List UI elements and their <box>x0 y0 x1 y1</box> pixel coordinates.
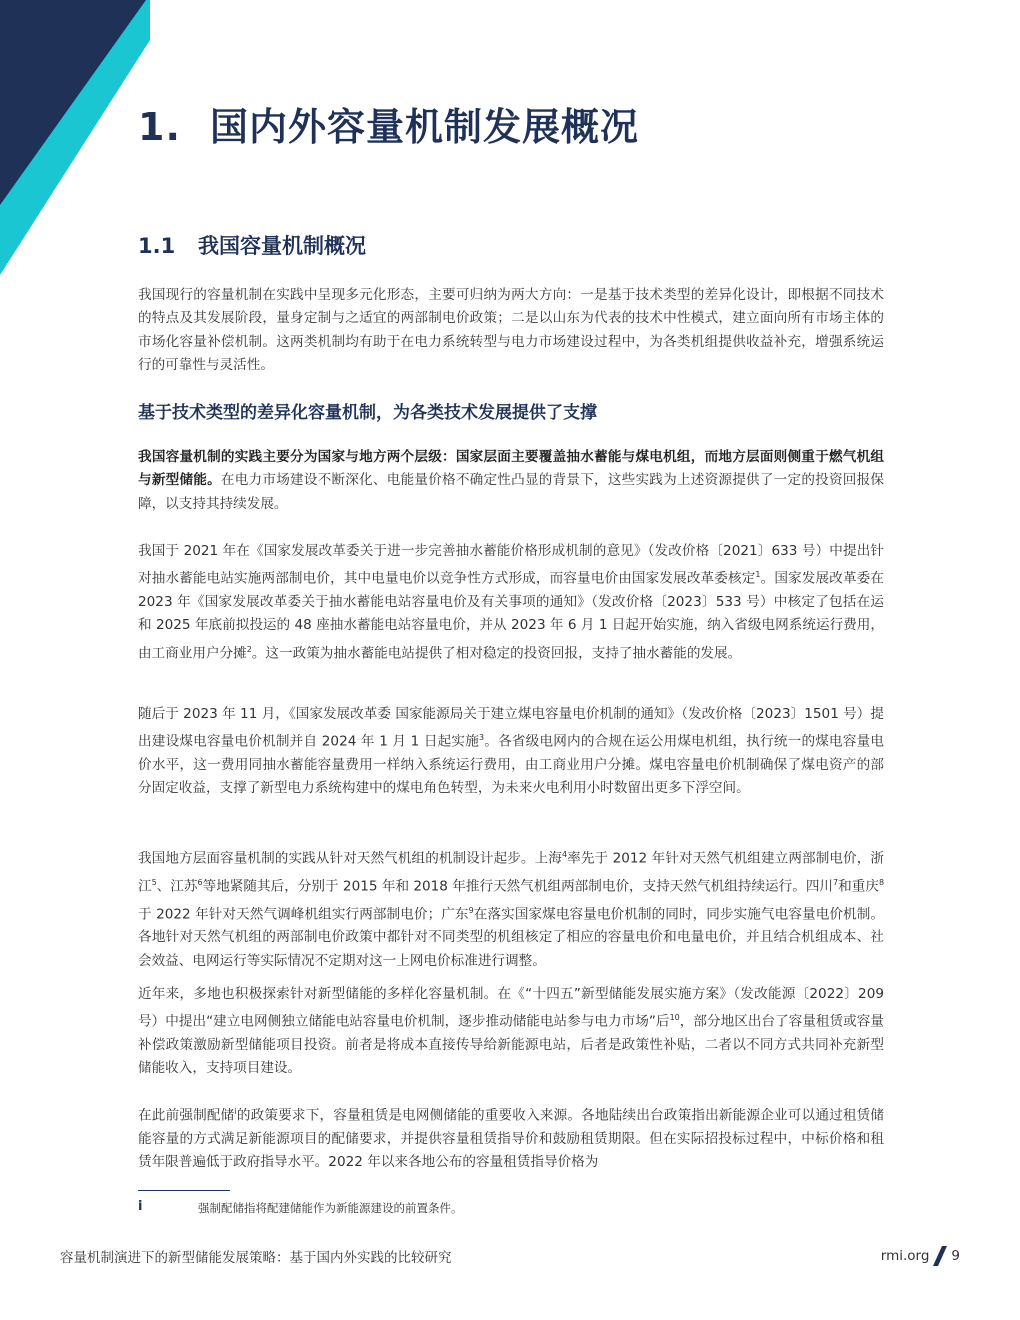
footnote-text: 强制配储指将配建储能作为新能源建设的前置条件。 <box>198 1201 463 1215</box>
paragraph-4 <box>138 843 884 973</box>
intro-paragraph: 我国现行的容量机制在实践中呈现多元化形态，主要可归纳为两大方向：一是基于技术类型的差异化设计，即根据不同技术的特点及其发展阶段，量身定制与之适宜的两部制电价政策；二是以山东为代表的技术中性模式，建立面向所有市场主体的市场化容量补偿机制。这两类机制均有助于在电力系统转型与电力市场建设过程中，为各类机组提供收益补充，增强系统运行的可靠性与灵活性。 <box>138 287 884 373</box>
text-run: 等地紧随其后，分别于 2015 年和 2018 年推行天然气机组两部制电价，支持天然气机组持续运行。四川 <box>202 878 834 895</box>
footnote-mark: i <box>138 1199 143 1214</box>
section-heading <box>138 96 639 151</box>
subsection-title: 我国容量机制概况 <box>198 234 366 258</box>
text-run: 的政策要求下，容量租赁是电网侧储能的重要收入来源。各地陆续出台政策指出新能源企业可以通过租赁储能容量的方式满足新能源项目的配储要求，并提供容量租赁指导价和鼓励租赁期限。但在实际招投标过程中，中标价格和租赁年限普遍低于政府指导水平。2022 年以来各地公布的容量租赁指导价格为 <box>138 1107 885 1171</box>
paragraph-1 <box>138 446 884 516</box>
text-run: 率先于 2012 年针对天然气机组建立两部制电价，浙江 <box>138 850 884 895</box>
footnote-divider <box>138 1190 230 1191</box>
footnote-ref[interactable]: 4 <box>561 850 568 859</box>
paragraph-2 <box>138 540 884 666</box>
navy-stripe <box>0 0 146 205</box>
footnote-ref[interactable]: 8 <box>878 877 885 887</box>
footnote-ref[interactable]: 7 <box>833 877 839 887</box>
text-run: 于 2022 年针对天然气调峰机组实行两部制电价；广东 <box>138 906 469 923</box>
footer-site-link[interactable]: rmi.org <box>880 1248 930 1264</box>
footnote-ref[interactable]: 3 <box>479 733 485 743</box>
text-run: 在落实国家煤电容量电价机制的同时，同步实施气电容量电价机制。各地针对天然气机组的两部制电价政策中都针对不同类型的机组核定了相应的容量电价和电量电价，并且结合机组成本、社会效益、电网运行等实际情况不定期对这一上网电价标准进行调整。 <box>138 906 884 969</box>
text-run: 。国家发展改革委在 2023 年《国家发展改革委关于抽水蓄能电站容量电价及有关事项的通知》（发改价格〔2023〕533 号）中核定了包括在运和 2025 年底前拟投运的 48 座抽水蓄能电站容量电价，并从 2023 年 6 月 1 日起开始实施，纳入省级电网系统运行费用，由工商业用户分摊 <box>138 570 884 662</box>
text-run: 近年来，多地也积极探索针对新型储能的多样化容量机制。在《“十四五”新型储能发展实施方案》（发改能源〔2022〕209 号）中提出“建立电网侧独立储能电站容量电价机制，逐步推动储能电站参与电力市场”后 <box>138 986 884 1030</box>
text-run: 和重庆 <box>838 878 879 895</box>
text-run: 、江苏 <box>156 878 198 895</box>
page-number: 9 <box>951 1248 960 1264</box>
paragraph-5 <box>138 983 884 1081</box>
footer-page-info <box>881 1246 960 1266</box>
text-run: ，部分地区出台了容量租赁或容量补偿政策激励新型储能项目投资。前者是将成本直接传导给新能源电站，后者是政策性补贴，二者以不同方式共同补充新型储能收入，支持项目建设。 <box>138 1013 884 1077</box>
slash-icon <box>933 1246 947 1266</box>
corner-decoration <box>0 0 150 280</box>
footnote-ref[interactable]: 9 <box>468 905 474 915</box>
text-run: 我国地方层面容量机制的实践从针对天然气机组的机制设计起步。上海 <box>138 850 562 867</box>
paragraph-6 <box>138 1100 884 1174</box>
footnote-ref[interactable]: i <box>234 1107 237 1116</box>
text-run: 。各省级电网内的合规在运公用煤电机组，执行统一的煤电容量电价水平，这一费用同抽水蓄能容量费用一样纳入系统运行费用，由工商业用户分摊。煤电容量电价机制确保了煤电资产的部分固定收益，支撑了新型电力系统构建中的煤电角色转型，为未来火电利用小时数留出更多下浮空间。 <box>138 733 884 797</box>
footnote-ref[interactable]: 6 <box>197 877 203 887</box>
text-run: 在此前强制配储 <box>138 1107 235 1124</box>
footer-report-title: 容量机制演进下的新型储能发展策略：基于国内外实践的比较研究 <box>60 1250 452 1266</box>
paragraph-3 <box>138 703 884 801</box>
footnote-ref[interactable]: 1 <box>755 570 761 580</box>
paragraph-1-rest: 在电力市场建设不断深化、电能量价格不确定性凸显的背景下，这些实践为上述资源提供了一定的投资回报保障，以支持其持续发展。 <box>138 472 885 512</box>
text-run: 。这一政策为抽水蓄能电站提供了相对稳定的投资回报，支持了抽水蓄能的发展。 <box>251 645 742 662</box>
footnote-ref[interactable]: 2 <box>246 644 252 654</box>
subsection-heading <box>138 230 366 260</box>
topic-heading: 基于技术类型的差异化容量机制，为各类技术发展提供了支撑 <box>138 403 597 423</box>
footnote-ref[interactable]: 5 <box>151 877 157 887</box>
paragraph-1-bold: 我国容量机制的实践主要分为国家与地方两个层级：国家层面主要覆盖抽水蓄能与煤电机组，而地方层面则侧重于燃气机组与新型储能。 <box>138 449 884 489</box>
section-title: 国内外容量机制发展概况 <box>210 105 640 149</box>
text-run: 我国于 2021 年在《国家发展改革委关于进一步完善抽水蓄能价格形成机制的意见》（发改价格〔2021〕633 号）中提出针对抽水蓄能电站实施两部制电价，其中电量电价以竞争性方式形成，而容量电价由国家发展改革委核定 <box>138 543 884 587</box>
section-number: 1. <box>138 105 181 149</box>
footnote-ref[interactable]: 10 <box>669 1013 680 1023</box>
text-run: 随后于 2023 年 11 月，《国家发展改革委 国家能源局关于建立煤电容量电价机制的通知》（发改价格〔2023〕1501 号）提出建设煤电容量电价机制并自 2024 年 1 月 1 日起实施 <box>138 706 884 750</box>
subsection-number: 1.1 <box>138 234 176 258</box>
